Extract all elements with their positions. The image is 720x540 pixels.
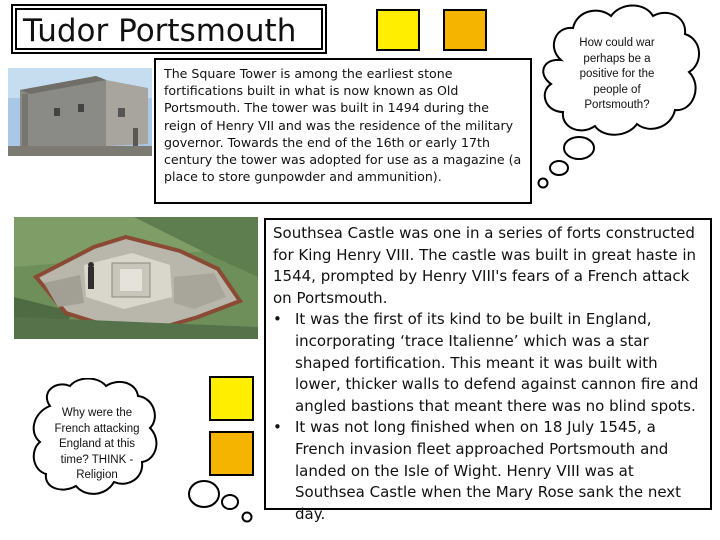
southsea-castle-text [264,218,712,523]
thought-cloud-bottom [30,378,165,504]
castle-bullet-1: • It was the first of its kind to be built in England, incorporating ‘trace Italienne’ which was a star shaped fortification. This meant it was built with lower, thicker walls to defend against cannon fire and angled bastions that meant there was no blind spots. [273,309,704,417]
castle-bullet-list [273,309,704,525]
square-tower-photo [8,68,152,156]
castle-bullet-2: • It was not long finished when on 18 July 1545, a French invasion fleet approached Portsmouth and landed on the Isle of Wight. Henry VIII was at Southsea Castle when the Mary Rose sank the next day. [273,417,704,525]
question-french-attacking: Why were the French attacking England at this time? THINK - Religion [54,407,140,481]
thought-cloud-top [537,0,705,195]
yellow-square-bottom [209,376,254,421]
yellow-square-top [376,9,420,51]
orange-square-top [443,9,487,51]
question-war-positive: How could war perhaps be a positive for the people of Portsmouth? [579,37,655,111]
square-tower-text: The Square Tower is among the earliest stone fortifications built in what is now known as Old Portsmouth. The tower was built in 1494 during the reign of Henry VII and was the residence of the military governor. Towards the end of the 16th or early 17th century the tower was adopted for use as a magazine (a place to store gunpowder and ammunition). [154,58,532,204]
castle-intro: Southsea Castle was one in a series of forts constructed for King Henry VIII. The castle was built in great haste in 1544, prompted by Henry VIII's fears of a French attack on Portsmouth. [273,224,697,307]
southsea-castle-photo [14,217,258,339]
orange-square-bottom [209,431,254,476]
thought-bubbles-bottom [186,476,256,524]
page-title: Tudor Portsmouth [15,8,323,50]
